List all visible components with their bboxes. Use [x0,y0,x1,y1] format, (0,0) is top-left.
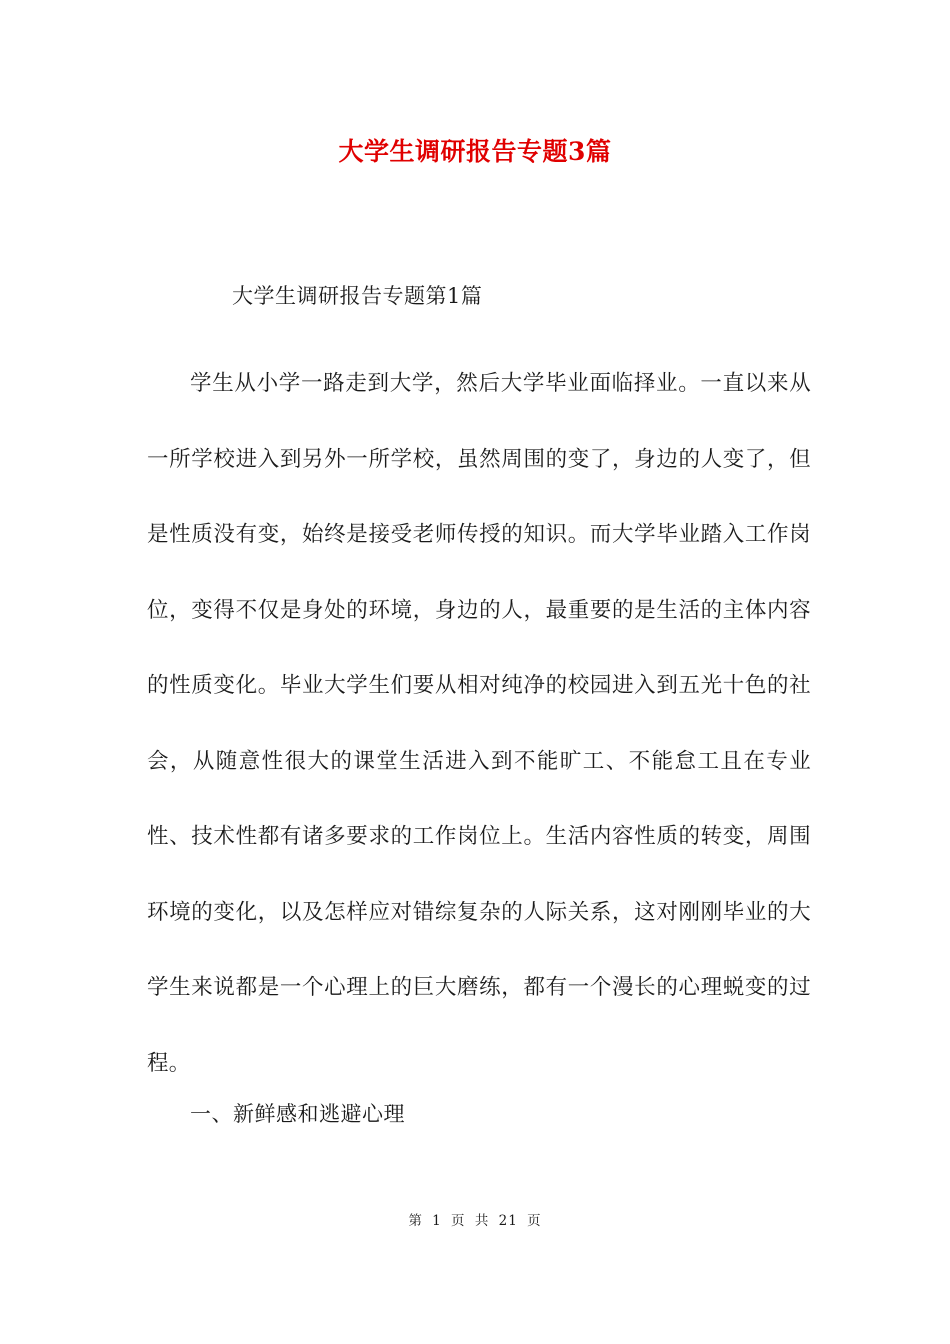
page-number-footer: 第 1 页 共 21 页 [408,1213,542,1229]
sub-heading: 一、新鲜感和逃避心理 [190,1102,405,1126]
section-heading: 大学生调研报告专题第1篇 [232,284,483,308]
document-title: 大学生调研报告专题3篇 [338,137,612,166]
body-paragraph: 学生从小学一路走到大学，然后大学毕业面临择业。一直以来从一所学校进入到另外一所学校，虽然周围的变了，身边的人变了，但是性质没有变，始终是接受老师传授的知识。而大学毕业踏入工作岗位，变得不仅是身处的环境，身边的人，最重要的是生活的主体内容的性质变化。毕业大学生们要从相对纯净的校园进入到五光十色的社会，从随意性很大的课堂生活进入到不能旷工、不能怠工且在专业性、技术性都有诸多要求的工作岗位上。生活内容性质的转变，周围环境的变化，以及怎样应对错综复杂的人际关系，这对刚刚毕业的大学生来说都是一个心理上的巨大磨练，都有一个漫长的心理蜕变的过程。 [147,371,811,1076]
